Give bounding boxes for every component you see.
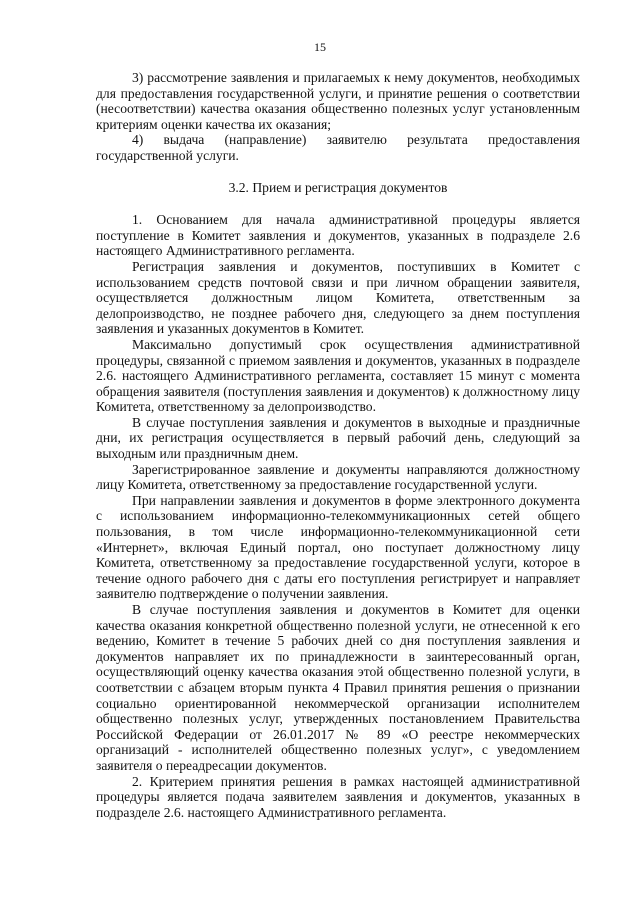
paragraph-registration: Регистрация заявления и документов, поступивших в Комитет с использованием средств почтовой связи и при личном обращении заявителя, осуществляется должностным лицом Комитета, ответственным за делопроизводство, не позднее рабочего дня, следующего за днем поступления заявления и указанных документов в Комитет. [96,258,580,337]
document-body [96,70,580,820]
paragraph-routing: Зарегистрированное заявление и документы направляются должностному лицу Комитета, ответственному за предоставление государственной услуги. [96,461,580,493]
page-number: 15 [314,40,326,54]
section-title: 3.2. Прием и регистрация документов [228,179,448,195]
paragraph-redirect: В случае поступления заявления и документов в Комитет для оценки качества оказания конкретной общественно полезной услуги, не отнесенной к его ведению, Комитет в течение 5 рабочих дней со дня поступления заявления и документов направляет их по принадлежности в заинтересованный орган, осуществляющий оценку качества оказания этой общественно полезной услуги, в соответствии с абзацем вторым пункта 4 Правил принятия решения о признании социально ориентированной некоммерческой организации исполнителем общественно полезных услуг, утвержденных постановлением Правительства Российской Федерации от 26.01.2017 № 89 «О реестре некоммерческих организаций - исполнителей общественно полезных услуг», с уведомлением заявителя о переадресации документов. [96,602,580,773]
paragraph-holidays: В случае поступления заявления и документов в выходные и праздничные дни, их регистрация осуществляется в первый рабочий день, следующий за выходным или праздничным днем. [96,414,580,462]
paragraph-max-time: Максимально допустимый срок осуществления административной процедуры, связанной с приемом заявления и документов, указанных в подразделе 2.6. настоящего Административного регламента, составляет 15 минут с момента обращения заявителя (поступления заявления и документов) к должностному лицу Комитета, ответственному за делопроизводство. [96,336,580,415]
paragraph-item-4: 4) выдача (направление) заявителю результата предоставления государственной услуги. [96,132,580,163]
paragraph-item-3: 3) рассмотрение заявления и прилагаемых к нему документов, необходимых для предоставления государственной услуги, и принятие решения о соответствии (несоответствии) качества оказания общественно полезных услуг установленным критериям оценки качества их оказания; [96,70,580,132]
paragraph-basis: 1. Основанием для начала административной процедуры является поступление в Комитет заявления и документов, указанных в подразделе 2.6 настоящего Административного регламента. [96,212,580,259]
paragraph-criterion: 2. Критерием принятия решения в рамках настоящей административной процедуры является подача заявителем заявления и документов, указанных в подразделе 2.6. настоящего Административного регламента. [96,773,580,820]
paragraph-electronic: При направлении заявления и документов в форме электронного документа с использованием информационно-телекоммуникационных сетей общего пользования, в том числе информационно-телекоммуникационной сети «Интернет», включая Единый портал, оно поступает должностному лицу Комитета, ответственному за предоставление государственной услуги, которое в течение одного рабочего дня с даты его поступления регистрирует и направляет заявителю подтверждение о получении заявления. [96,492,580,602]
